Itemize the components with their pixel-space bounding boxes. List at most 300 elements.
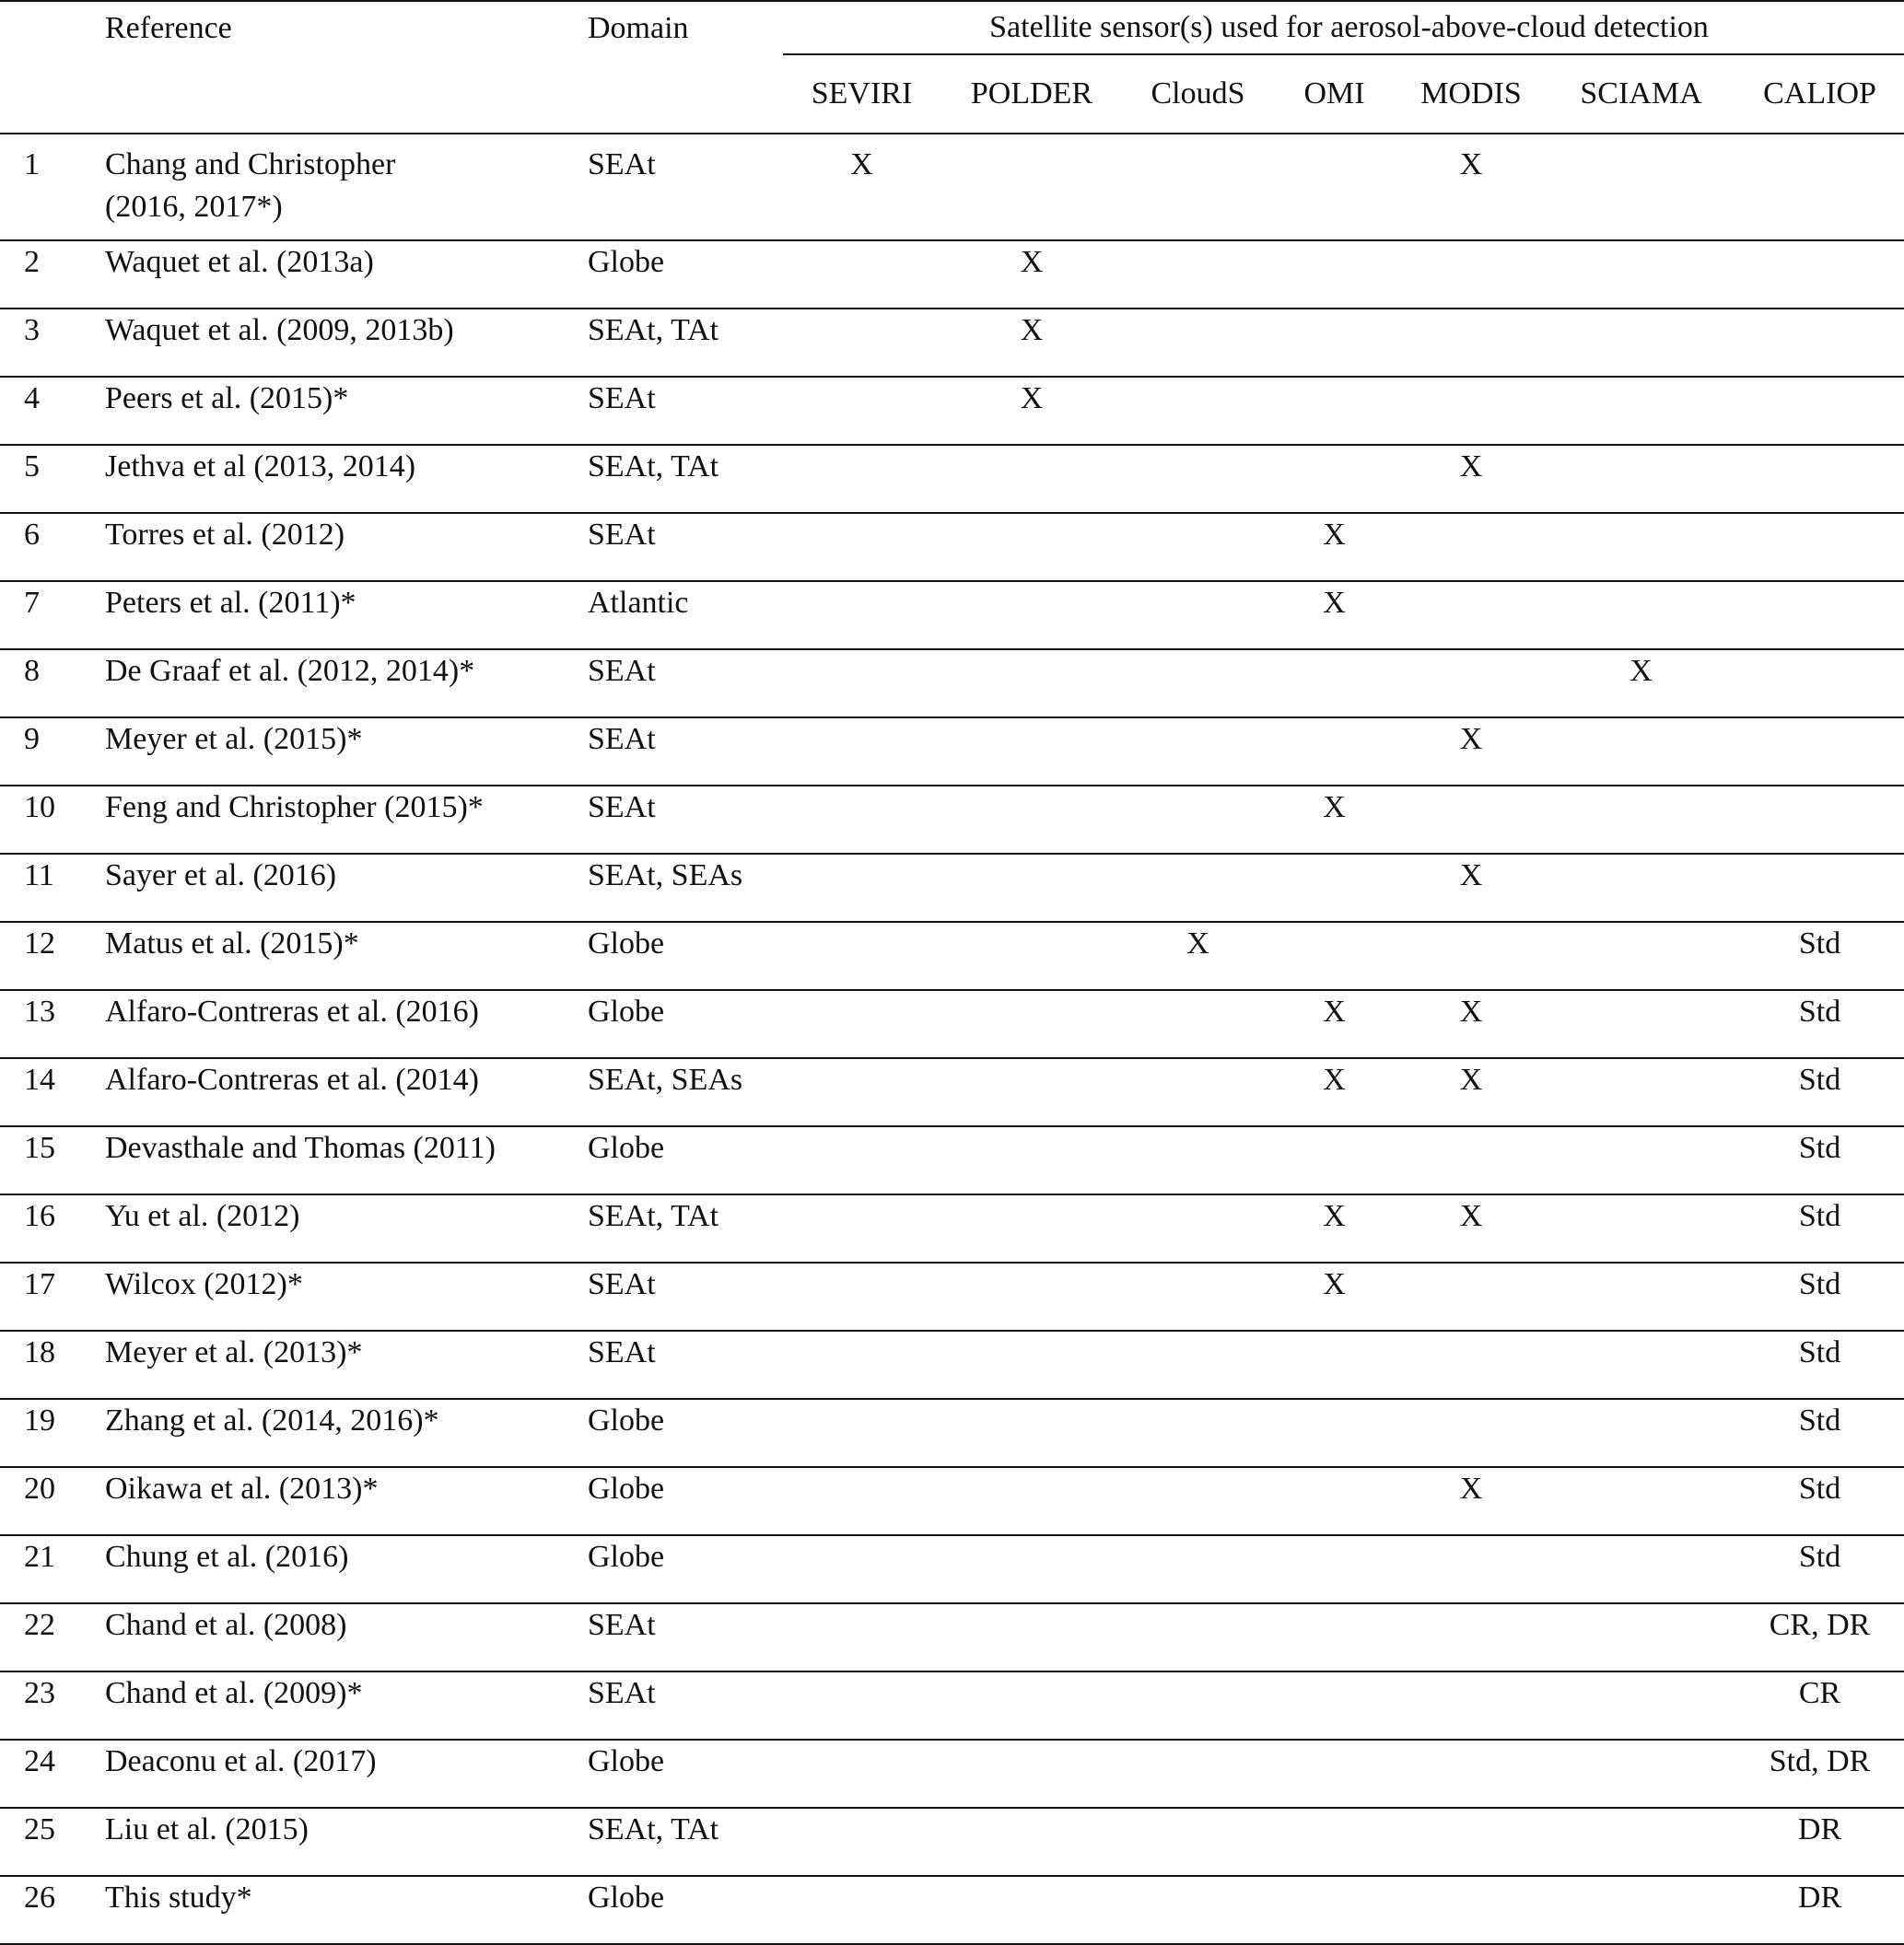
cell-sciama bbox=[1547, 990, 1735, 1058]
cell-seviri bbox=[783, 1603, 940, 1671]
table-row bbox=[0, 1671, 1904, 1740]
row-reference: Meyer et al. (2013)* bbox=[105, 1331, 588, 1399]
row-number: 13 bbox=[0, 990, 105, 1058]
cell-omi bbox=[1273, 1740, 1396, 1808]
cell-clouds bbox=[1123, 1058, 1273, 1126]
cell-sciama bbox=[1547, 1331, 1735, 1399]
cell-polder bbox=[940, 1126, 1123, 1194]
header-row-sensors bbox=[0, 54, 1904, 134]
row-number: 16 bbox=[0, 1194, 105, 1263]
cell-modis bbox=[1396, 1740, 1547, 1808]
cell-modis bbox=[1396, 1808, 1547, 1876]
header-sensor-omi: OMI bbox=[1273, 54, 1396, 134]
row-domain: Globe bbox=[588, 990, 783, 1058]
cell-modis bbox=[1396, 240, 1547, 309]
cell-polder bbox=[940, 854, 1123, 922]
cell-polder bbox=[940, 1263, 1123, 1331]
cell-modis bbox=[1396, 649, 1547, 717]
row-domain: Globe bbox=[588, 1740, 783, 1808]
cell-clouds bbox=[1123, 1194, 1273, 1263]
cell-caliop: CR, DR bbox=[1735, 1603, 1904, 1671]
header-sensor-caliop: CALIOP bbox=[1735, 54, 1904, 134]
cell-sciama bbox=[1547, 854, 1735, 922]
header-blank bbox=[588, 54, 783, 134]
table-row bbox=[0, 854, 1904, 922]
row-number: 17 bbox=[0, 1263, 105, 1331]
row-domain: Globe bbox=[588, 1126, 783, 1194]
row-reference: Liu et al. (2015) bbox=[105, 1808, 588, 1876]
cell-sciama bbox=[1547, 1058, 1735, 1126]
cell-clouds bbox=[1123, 1263, 1273, 1331]
cell-caliop bbox=[1735, 134, 1904, 240]
cell-sciama bbox=[1547, 1194, 1735, 1263]
table-row bbox=[0, 786, 1904, 854]
row-domain: SEAt bbox=[588, 134, 783, 240]
header-sensor-polder: POLDER bbox=[940, 54, 1123, 134]
cell-clouds: X bbox=[1123, 922, 1273, 990]
table-row bbox=[0, 377, 1904, 445]
cell-polder bbox=[940, 1740, 1123, 1808]
cell-caliop bbox=[1735, 445, 1904, 513]
cell-modis bbox=[1396, 1399, 1547, 1467]
table-row bbox=[0, 309, 1904, 377]
cell-sciama bbox=[1547, 786, 1735, 854]
cell-omi bbox=[1273, 922, 1396, 990]
header-sensor-modis: MODIS bbox=[1396, 54, 1547, 134]
cell-caliop bbox=[1735, 581, 1904, 649]
cell-caliop: Std bbox=[1735, 922, 1904, 990]
row-reference: Sayer et al. (2016) bbox=[105, 854, 588, 922]
cell-clouds bbox=[1123, 1740, 1273, 1808]
row-reference: Feng and Christopher (2015)* bbox=[105, 786, 588, 854]
cell-seviri bbox=[783, 1876, 940, 1944]
row-reference: Peers et al. (2015)* bbox=[105, 377, 588, 445]
table-row bbox=[0, 1399, 1904, 1467]
cell-sciama bbox=[1547, 1467, 1735, 1535]
row-domain: SEAt bbox=[588, 1671, 783, 1740]
header-blank bbox=[105, 54, 588, 134]
row-reference: This study* bbox=[105, 1876, 588, 1944]
cell-omi: X bbox=[1273, 513, 1396, 581]
cell-clouds bbox=[1123, 1399, 1273, 1467]
cell-clouds bbox=[1123, 717, 1273, 786]
row-domain: SEAt bbox=[588, 649, 783, 717]
table-row bbox=[0, 1194, 1904, 1263]
row-domain: Globe bbox=[588, 1876, 783, 1944]
cell-clouds bbox=[1123, 1126, 1273, 1194]
row-domain: SEAt, SEAs bbox=[588, 1058, 783, 1126]
table-row bbox=[0, 1331, 1904, 1399]
header-sensor-clouds: CloudS bbox=[1123, 54, 1273, 134]
table-row bbox=[0, 1876, 1904, 1944]
cell-seviri bbox=[783, 1194, 940, 1263]
table-row bbox=[0, 922, 1904, 990]
cell-omi bbox=[1273, 854, 1396, 922]
cell-seviri bbox=[783, 581, 940, 649]
cell-clouds bbox=[1123, 1808, 1273, 1876]
table-row bbox=[0, 1058, 1904, 1126]
cell-omi: X bbox=[1273, 1194, 1396, 1263]
cell-polder bbox=[940, 445, 1123, 513]
cell-clouds bbox=[1123, 309, 1273, 377]
row-domain: SEAt bbox=[588, 1331, 783, 1399]
cell-caliop bbox=[1735, 786, 1904, 854]
cell-caliop bbox=[1735, 309, 1904, 377]
cell-sciama bbox=[1547, 134, 1735, 240]
cell-sciama bbox=[1547, 1126, 1735, 1194]
cell-polder bbox=[940, 1194, 1123, 1263]
cell-polder bbox=[940, 1535, 1123, 1603]
cell-omi bbox=[1273, 309, 1396, 377]
cell-seviri bbox=[783, 1399, 940, 1467]
row-domain: Globe bbox=[588, 1399, 783, 1467]
row-reference: Devasthale and Thomas (2011) bbox=[105, 1126, 588, 1194]
cell-polder: X bbox=[940, 377, 1123, 445]
row-reference: Chand et al. (2008) bbox=[105, 1603, 588, 1671]
cell-clouds bbox=[1123, 513, 1273, 581]
cell-seviri bbox=[783, 922, 940, 990]
table-row bbox=[0, 1467, 1904, 1535]
row-number: 26 bbox=[0, 1876, 105, 1944]
cell-modis: X bbox=[1396, 990, 1547, 1058]
cell-omi bbox=[1273, 1126, 1396, 1194]
row-number: 24 bbox=[0, 1740, 105, 1808]
cell-modis bbox=[1396, 513, 1547, 581]
row-domain: SEAt, TAt bbox=[588, 445, 783, 513]
row-number: 9 bbox=[0, 717, 105, 786]
cell-clouds bbox=[1123, 445, 1273, 513]
cell-modis bbox=[1396, 922, 1547, 990]
row-domain: Globe bbox=[588, 922, 783, 990]
cell-caliop bbox=[1735, 649, 1904, 717]
row-number: 25 bbox=[0, 1808, 105, 1876]
cell-polder: X bbox=[940, 240, 1123, 309]
table-row bbox=[0, 1808, 1904, 1876]
row-reference: Alfaro-Contreras et al. (2016) bbox=[105, 990, 588, 1058]
row-reference: Peters et al. (2011)* bbox=[105, 581, 588, 649]
cell-polder bbox=[940, 1603, 1123, 1671]
row-domain: SEAt bbox=[588, 786, 783, 854]
row-domain: SEAt bbox=[588, 377, 783, 445]
row-domain: Globe bbox=[588, 1467, 783, 1535]
table-header bbox=[0, 1, 1904, 134]
header-blank bbox=[0, 54, 105, 134]
cell-seviri bbox=[783, 445, 940, 513]
cell-caliop bbox=[1735, 854, 1904, 922]
cell-omi bbox=[1273, 1399, 1396, 1467]
cell-omi bbox=[1273, 649, 1396, 717]
cell-seviri bbox=[783, 1808, 940, 1876]
cell-seviri bbox=[783, 649, 940, 717]
cell-omi: X bbox=[1273, 786, 1396, 854]
row-number: 20 bbox=[0, 1467, 105, 1535]
row-domain: SEAt, SEAs bbox=[588, 854, 783, 922]
cell-modis bbox=[1396, 1331, 1547, 1399]
cell-omi bbox=[1273, 717, 1396, 786]
row-domain: SEAt, TAt bbox=[588, 309, 783, 377]
row-number: 5 bbox=[0, 445, 105, 513]
cell-omi bbox=[1273, 1467, 1396, 1535]
cell-caliop: Std, DR bbox=[1735, 1740, 1904, 1808]
cell-caliop bbox=[1735, 717, 1904, 786]
table-row bbox=[0, 649, 1904, 717]
row-number: 4 bbox=[0, 377, 105, 445]
cell-modis: X bbox=[1396, 1194, 1547, 1263]
header-number bbox=[0, 1, 105, 54]
cell-caliop: Std bbox=[1735, 1194, 1904, 1263]
cell-polder: X bbox=[940, 309, 1123, 377]
row-number: 22 bbox=[0, 1603, 105, 1671]
cell-omi: X bbox=[1273, 1263, 1396, 1331]
cell-clouds bbox=[1123, 134, 1273, 240]
cell-polder bbox=[940, 990, 1123, 1058]
cell-sciama bbox=[1547, 1399, 1735, 1467]
row-reference: Oikawa et al. (2013)* bbox=[105, 1467, 588, 1535]
cell-modis bbox=[1396, 786, 1547, 854]
cell-caliop: Std bbox=[1735, 1399, 1904, 1467]
cell-sciama bbox=[1547, 1263, 1735, 1331]
cell-seviri bbox=[783, 1467, 940, 1535]
row-reference: Waquet et al. (2009, 2013b) bbox=[105, 309, 588, 377]
cell-caliop bbox=[1735, 513, 1904, 581]
cell-polder bbox=[940, 1671, 1123, 1740]
cell-caliop: Std bbox=[1735, 1467, 1904, 1535]
cell-modis: X bbox=[1396, 134, 1547, 240]
row-reference: Jethva et al (2013, 2014) bbox=[105, 445, 588, 513]
cell-polder bbox=[940, 786, 1123, 854]
cell-clouds bbox=[1123, 1876, 1273, 1944]
cell-clouds bbox=[1123, 990, 1273, 1058]
cell-sciama bbox=[1547, 1740, 1735, 1808]
cell-sciama bbox=[1547, 377, 1735, 445]
cell-modis bbox=[1396, 581, 1547, 649]
cell-seviri bbox=[783, 240, 940, 309]
table-row bbox=[0, 1740, 1904, 1808]
cell-seviri bbox=[783, 1126, 940, 1194]
cell-omi bbox=[1273, 445, 1396, 513]
cell-seviri: X bbox=[783, 134, 940, 240]
cell-caliop: DR bbox=[1735, 1876, 1904, 1944]
row-domain: Globe bbox=[588, 240, 783, 309]
cell-modis: X bbox=[1396, 1467, 1547, 1535]
table-row bbox=[0, 1603, 1904, 1671]
cell-sciama bbox=[1547, 309, 1735, 377]
row-domain: SEAt, TAt bbox=[588, 1808, 783, 1876]
cell-modis bbox=[1396, 1126, 1547, 1194]
cell-polder bbox=[940, 649, 1123, 717]
row-reference: Meyer et al. (2015)* bbox=[105, 717, 588, 786]
cell-seviri bbox=[783, 990, 940, 1058]
cell-caliop: Std bbox=[1735, 1331, 1904, 1399]
cell-modis bbox=[1396, 309, 1547, 377]
cell-caliop: CR bbox=[1735, 1671, 1904, 1740]
header-domain: Domain bbox=[588, 1, 783, 54]
cell-clouds bbox=[1123, 1331, 1273, 1399]
cell-caliop: Std bbox=[1735, 1535, 1904, 1603]
cell-polder bbox=[940, 1399, 1123, 1467]
cell-seviri bbox=[783, 1671, 940, 1740]
cell-caliop bbox=[1735, 240, 1904, 309]
cell-modis bbox=[1396, 1671, 1547, 1740]
cell-omi: X bbox=[1273, 581, 1396, 649]
row-number: 18 bbox=[0, 1331, 105, 1399]
cell-caliop: DR bbox=[1735, 1808, 1904, 1876]
row-reference: De Graaf et al. (2012, 2014)* bbox=[105, 649, 588, 717]
cell-clouds bbox=[1123, 240, 1273, 309]
cell-modis: X bbox=[1396, 717, 1547, 786]
row-domain: Atlantic bbox=[588, 581, 783, 649]
cell-modis bbox=[1396, 1535, 1547, 1603]
cell-clouds bbox=[1123, 1467, 1273, 1535]
cell-sciama bbox=[1547, 1603, 1735, 1671]
cell-polder bbox=[940, 1331, 1123, 1399]
cell-omi: X bbox=[1273, 990, 1396, 1058]
table-row bbox=[0, 1126, 1904, 1194]
row-number: 2 bbox=[0, 240, 105, 309]
cell-omi bbox=[1273, 1535, 1396, 1603]
table-row bbox=[0, 445, 1904, 513]
row-number: 8 bbox=[0, 649, 105, 717]
cell-seviri bbox=[783, 854, 940, 922]
table-row bbox=[0, 240, 1904, 309]
cell-sciama bbox=[1547, 240, 1735, 309]
cell-omi bbox=[1273, 1603, 1396, 1671]
row-number: 3 bbox=[0, 309, 105, 377]
cell-modis bbox=[1396, 1603, 1547, 1671]
cell-polder bbox=[940, 922, 1123, 990]
cell-modis: X bbox=[1396, 854, 1547, 922]
cell-clouds bbox=[1123, 649, 1273, 717]
header-reference: Reference bbox=[105, 1, 588, 54]
cell-modis bbox=[1396, 377, 1547, 445]
row-domain: SEAt bbox=[588, 513, 783, 581]
table-row bbox=[0, 990, 1904, 1058]
cell-clouds bbox=[1123, 377, 1273, 445]
cell-polder bbox=[940, 717, 1123, 786]
cell-clouds bbox=[1123, 1535, 1273, 1603]
cell-caliop: Std bbox=[1735, 1263, 1904, 1331]
cell-omi bbox=[1273, 1876, 1396, 1944]
row-domain: SEAt bbox=[588, 1263, 783, 1331]
cell-caliop bbox=[1735, 377, 1904, 445]
cell-seviri bbox=[783, 1535, 940, 1603]
cell-polder bbox=[940, 1876, 1123, 1944]
cell-modis bbox=[1396, 1876, 1547, 1944]
row-reference: Chand et al. (2009)* bbox=[105, 1671, 588, 1740]
row-reference: Waquet et al. (2013a) bbox=[105, 240, 588, 309]
header-row-top bbox=[0, 1, 1904, 54]
cell-sciama bbox=[1547, 1535, 1735, 1603]
header-sensor-group bbox=[783, 1, 1904, 54]
row-reference: Matus et al. (2015)* bbox=[105, 922, 588, 990]
row-number: 11 bbox=[0, 854, 105, 922]
cell-clouds bbox=[1123, 854, 1273, 922]
row-number: 6 bbox=[0, 513, 105, 581]
cell-caliop: Std bbox=[1735, 990, 1904, 1058]
table-row bbox=[0, 1535, 1904, 1603]
cell-caliop: Std bbox=[1735, 1126, 1904, 1194]
cell-polder bbox=[940, 134, 1123, 240]
row-reference: Alfaro-Contreras et al. (2014) bbox=[105, 1058, 588, 1126]
cell-omi bbox=[1273, 1331, 1396, 1399]
row-number: 14 bbox=[0, 1058, 105, 1126]
cell-sciama bbox=[1547, 445, 1735, 513]
cell-modis: X bbox=[1396, 1058, 1547, 1126]
cell-modis: X bbox=[1396, 445, 1547, 513]
row-reference: Chang and Christopher (2016, 2017*) bbox=[105, 134, 588, 240]
cell-clouds bbox=[1123, 1671, 1273, 1740]
cell-seviri bbox=[783, 377, 940, 445]
row-number: 1 bbox=[0, 134, 105, 240]
row-number: 23 bbox=[0, 1671, 105, 1740]
cell-seviri bbox=[783, 309, 940, 377]
cell-seviri bbox=[783, 1263, 940, 1331]
cell-sciama bbox=[1547, 581, 1735, 649]
row-domain: SEAt bbox=[588, 717, 783, 786]
cell-sciama bbox=[1547, 922, 1735, 990]
header-sensor-group-label: Satellite sensor(s) used for aerosol-above-cloud detection bbox=[989, 10, 1709, 44]
cell-polder bbox=[940, 581, 1123, 649]
cell-omi bbox=[1273, 377, 1396, 445]
cell-sciama bbox=[1547, 1671, 1735, 1740]
header-sensor-seviri: SEVIRI bbox=[783, 54, 940, 134]
row-reference: Deaconu et al. (2017) bbox=[105, 1740, 588, 1808]
row-domain: Globe bbox=[588, 1535, 783, 1603]
cell-polder bbox=[940, 513, 1123, 581]
cell-clouds bbox=[1123, 786, 1273, 854]
cell-omi: X bbox=[1273, 1058, 1396, 1126]
cell-seviri bbox=[783, 786, 940, 854]
row-number: 15 bbox=[0, 1126, 105, 1194]
table-body bbox=[0, 134, 1904, 1944]
table-row bbox=[0, 717, 1904, 786]
cell-modis bbox=[1396, 1263, 1547, 1331]
table-row bbox=[0, 581, 1904, 649]
cell-polder bbox=[940, 1058, 1123, 1126]
row-number: 21 bbox=[0, 1535, 105, 1603]
cell-omi bbox=[1273, 1671, 1396, 1740]
cell-sciama bbox=[1547, 1808, 1735, 1876]
cell-clouds bbox=[1123, 1603, 1273, 1671]
row-reference: Chung et al. (2016) bbox=[105, 1535, 588, 1603]
row-reference: Zhang et al. (2014, 2016)* bbox=[105, 1399, 588, 1467]
row-number: 10 bbox=[0, 786, 105, 854]
row-reference: Torres et al. (2012) bbox=[105, 513, 588, 581]
row-domain: SEAt, TAt bbox=[588, 1194, 783, 1263]
cell-polder bbox=[940, 1808, 1123, 1876]
cell-seviri bbox=[783, 1058, 940, 1126]
cell-seviri bbox=[783, 717, 940, 786]
row-reference: Wilcox (2012)* bbox=[105, 1263, 588, 1331]
row-number: 19 bbox=[0, 1399, 105, 1467]
cell-omi bbox=[1273, 134, 1396, 240]
cell-omi bbox=[1273, 240, 1396, 309]
cell-sciama bbox=[1547, 1876, 1735, 1944]
table-row bbox=[0, 513, 1904, 581]
row-number: 7 bbox=[0, 581, 105, 649]
table-row bbox=[0, 1263, 1904, 1331]
cell-seviri bbox=[783, 1740, 940, 1808]
header-sensor-sciama: SCIAMA bbox=[1547, 54, 1735, 134]
cell-caliop: Std bbox=[1735, 1058, 1904, 1126]
table-row bbox=[0, 134, 1904, 240]
cell-clouds bbox=[1123, 581, 1273, 649]
cell-polder bbox=[940, 1467, 1123, 1535]
row-domain: SEAt bbox=[588, 1603, 783, 1671]
row-reference: Yu et al. (2012) bbox=[105, 1194, 588, 1263]
cell-sciama bbox=[1547, 717, 1735, 786]
cell-omi bbox=[1273, 1808, 1396, 1876]
